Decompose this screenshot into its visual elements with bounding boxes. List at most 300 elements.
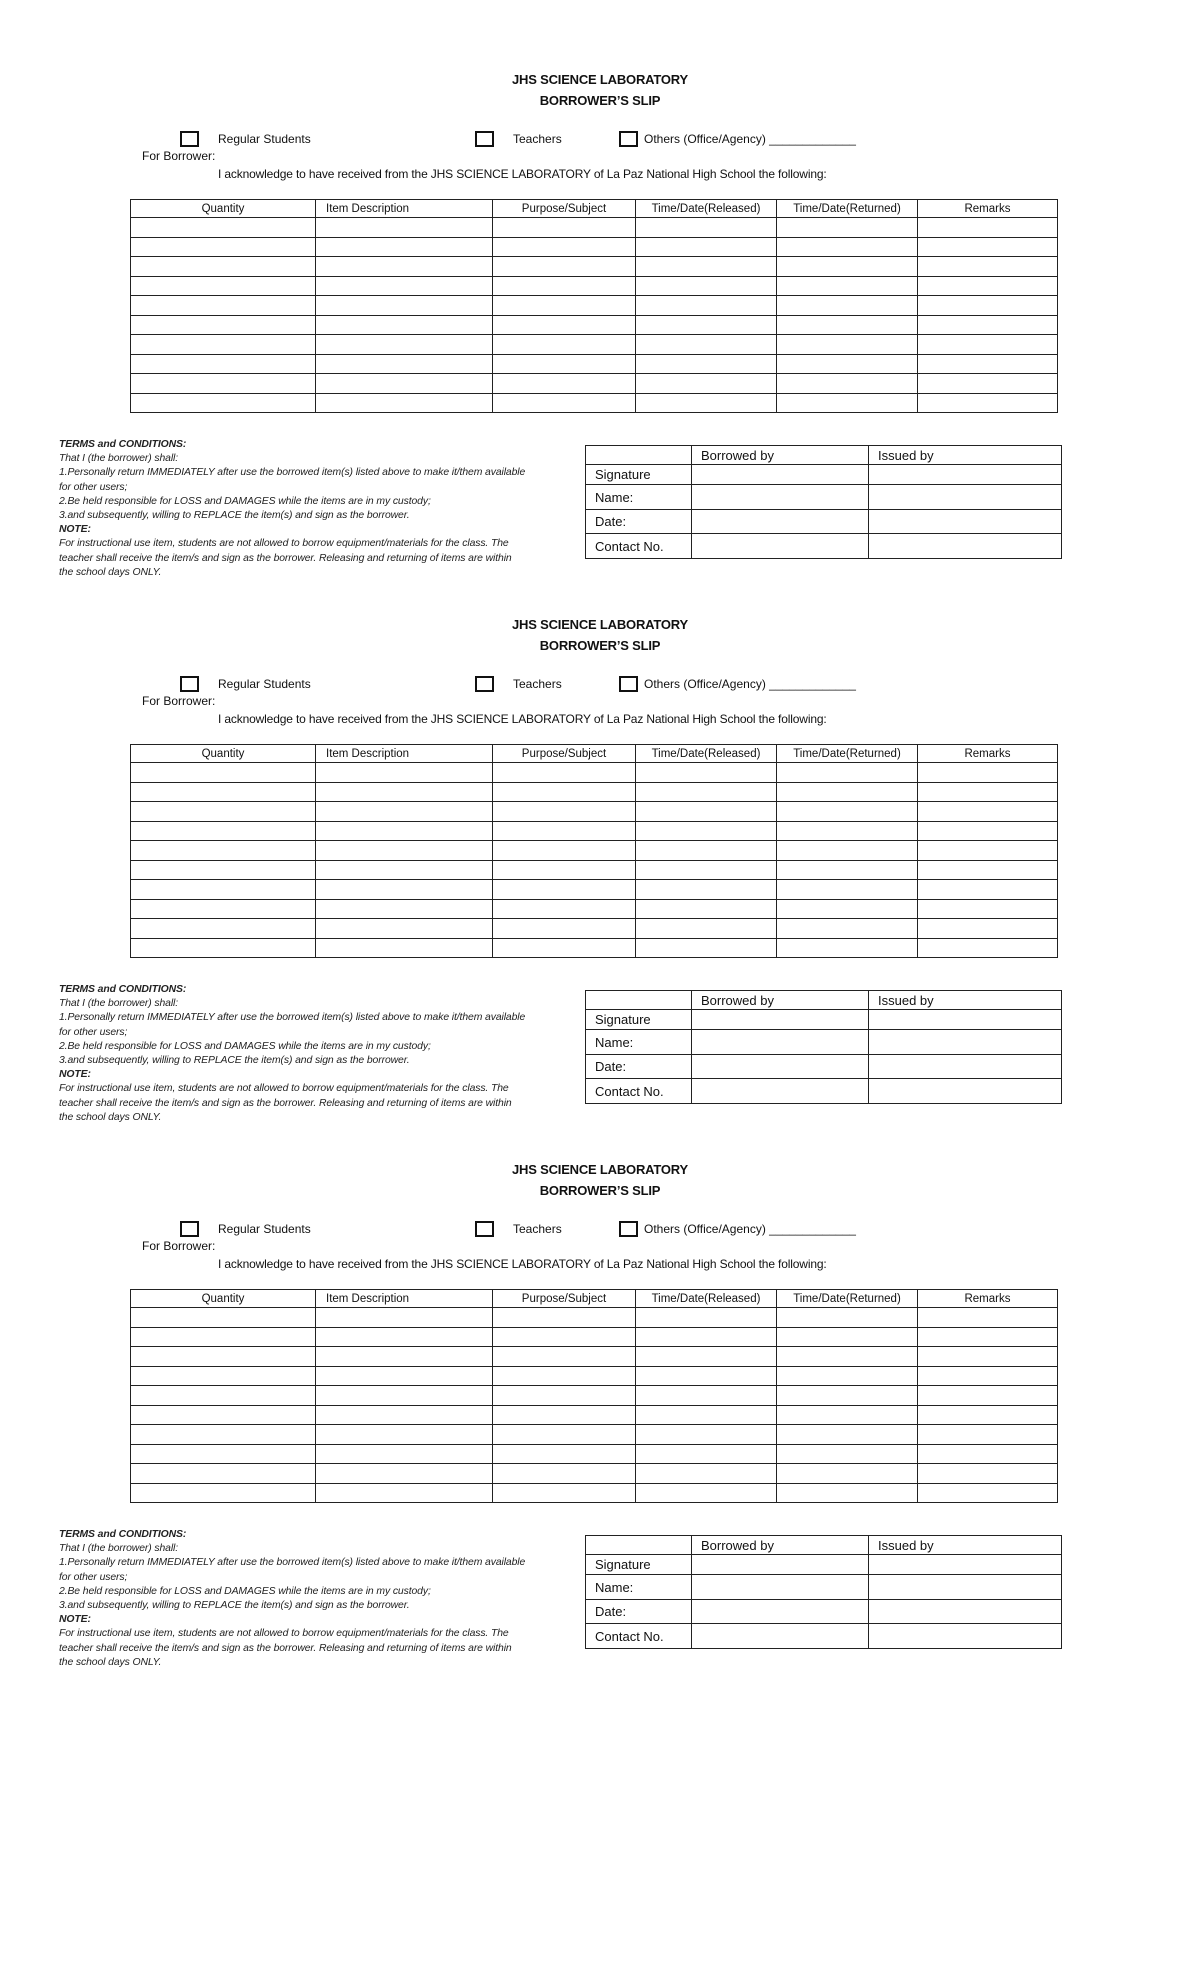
column-header-time-date-returned: Time/Date(Returned): [777, 200, 918, 218]
table-cell[interactable]: [316, 1464, 493, 1484]
table-cell[interactable]: [493, 354, 636, 374]
table-cell[interactable]: [131, 374, 316, 394]
table-cell[interactable]: [918, 374, 1058, 394]
table-cell[interactable]: [316, 296, 493, 316]
table-cell[interactable]: [777, 899, 918, 919]
table-cell[interactable]: [636, 296, 777, 316]
regular-students-checkbox[interactable]: [180, 131, 199, 147]
issuer-name-field[interactable]: [869, 485, 1062, 510]
table-cell[interactable]: [777, 296, 918, 316]
table-cell[interactable]: [316, 1425, 493, 1445]
table-row: [131, 257, 1058, 277]
table-row: [131, 1425, 1058, 1445]
signature-row: [586, 1555, 1062, 1575]
column-header-item-description: Item Description: [316, 745, 493, 763]
others-checkbox[interactable]: [619, 131, 638, 147]
table-cell[interactable]: [777, 1308, 918, 1328]
table-cell[interactable]: [131, 393, 316, 413]
table-cell[interactable]: [777, 237, 918, 257]
table-row: [131, 1308, 1058, 1328]
table-cell[interactable]: [131, 782, 316, 802]
table-row: [131, 237, 1058, 257]
borrower-date-field[interactable]: [692, 1055, 869, 1079]
table-cell[interactable]: [918, 296, 1058, 316]
table-cell[interactable]: [131, 257, 316, 277]
column-header-item-description: Item Description: [316, 1290, 493, 1308]
terms-heading: TERMS and CONDITIONS:: [59, 984, 187, 995]
column-header-purpose-subject: Purpose/Subject: [493, 200, 636, 218]
table-row: [131, 919, 1058, 939]
table-cell[interactable]: [131, 1425, 316, 1445]
table-cell[interactable]: [493, 1483, 636, 1503]
table-cell[interactable]: [493, 1308, 636, 1328]
note-line-1: For instructional use item, students are not allowed to borrow equipment/materials for the class. The: [59, 538, 509, 550]
table-cell[interactable]: [636, 1327, 777, 1347]
table-cell[interactable]: [636, 1366, 777, 1386]
date-row: [586, 1600, 1062, 1624]
table-cell[interactable]: [777, 1464, 918, 1484]
table-cell[interactable]: [316, 1327, 493, 1347]
table-cell[interactable]: [316, 880, 493, 900]
table-cell[interactable]: [636, 938, 777, 958]
terms-item-3: 3.and subsequently, willing to REPLACE the item(s) and sign as the borrower.: [59, 510, 410, 522]
note-line-3: the school days ONLY.: [59, 1656, 162, 1668]
table-cell[interactable]: [636, 1405, 777, 1425]
date-row: [586, 510, 1062, 534]
table-cell[interactable]: [777, 763, 918, 783]
borrower-date-field[interactable]: [692, 1600, 869, 1624]
slip-title: JHS SCIENCE LABORATORY: [512, 72, 688, 87]
table-row: [131, 218, 1058, 238]
table-cell[interactable]: [493, 276, 636, 296]
teachers-label: Teachers: [513, 132, 562, 146]
table-cell[interactable]: [131, 1405, 316, 1425]
table-cell[interactable]: [131, 1327, 316, 1347]
table-cell[interactable]: [918, 841, 1058, 861]
table-cell[interactable]: [316, 315, 493, 335]
regular-students-label: Regular Students: [218, 132, 311, 146]
regular-students-label: Regular Students: [218, 677, 311, 691]
table-cell[interactable]: [316, 1483, 493, 1503]
table-cell[interactable]: [777, 1386, 918, 1406]
table-cell[interactable]: [131, 315, 316, 335]
note-heading: NOTE:: [59, 524, 91, 536]
for-borrower-label: For Borrower:: [142, 1239, 216, 1253]
table-cell[interactable]: [636, 354, 777, 374]
table-cell[interactable]: [636, 1347, 777, 1367]
table-cell[interactable]: [636, 335, 777, 355]
table-cell[interactable]: [636, 1308, 777, 1328]
table-cell[interactable]: [777, 1483, 918, 1503]
date-label: Date:: [586, 1600, 692, 1624]
signature-header-blank: [586, 446, 692, 465]
slip-subtitle: BORROWER’S SLIP: [539, 638, 661, 653]
table-cell[interactable]: [777, 841, 918, 861]
table-cell[interactable]: [777, 393, 918, 413]
table-cell[interactable]: [316, 763, 493, 783]
signature-table-header: [586, 1536, 1062, 1555]
table-cell[interactable]: [131, 899, 316, 919]
table-cell[interactable]: [316, 276, 493, 296]
table-cell[interactable]: [493, 899, 636, 919]
table-cell[interactable]: [493, 296, 636, 316]
table-cell[interactable]: [777, 782, 918, 802]
column-header-time-date-returned: Time/Date(Returned): [777, 1290, 918, 1308]
table-cell[interactable]: [918, 880, 1058, 900]
others-checkbox[interactable]: [619, 676, 638, 692]
table-cell[interactable]: [918, 919, 1058, 939]
table-cell[interactable]: [316, 218, 493, 238]
table-cell[interactable]: [636, 1483, 777, 1503]
table-cell[interactable]: [636, 919, 777, 939]
table-cell[interactable]: [493, 919, 636, 939]
table-cell[interactable]: [316, 257, 493, 277]
terms-item-1: 1.Personally return IMMEDIATELY after use the borrowed item(s) listed above to make it/them available: [59, 467, 526, 479]
table-cell[interactable]: [636, 237, 777, 257]
table-cell[interactable]: [131, 1308, 316, 1328]
table-cell[interactable]: [918, 354, 1058, 374]
borrower-slip: [0, 0, 1200, 578]
table-cell[interactable]: [918, 1483, 1058, 1503]
name-label: Name:: [586, 1575, 692, 1600]
table-cell[interactable]: [131, 1347, 316, 1367]
slip-subtitle: BORROWER’S SLIP: [539, 1183, 661, 1198]
table-cell[interactable]: [918, 218, 1058, 238]
table-cell[interactable]: [316, 1405, 493, 1425]
table-cell[interactable]: [131, 1464, 316, 1484]
table-cell[interactable]: [493, 1327, 636, 1347]
table-cell[interactable]: [918, 335, 1058, 355]
table-cell[interactable]: [777, 315, 918, 335]
table-cell[interactable]: [493, 782, 636, 802]
terms-item-2: 2.Be held responsible for LOSS and DAMAGES while the items are in my custody;: [59, 495, 431, 507]
acknowledgement-text: I acknowledge to have received from the JHS SCIENCE LABORATORY of La Paz National High School the following:: [218, 712, 827, 726]
table-cell[interactable]: [131, 276, 316, 296]
table-cell[interactable]: [918, 802, 1058, 822]
issuer-date-field[interactable]: [869, 1055, 1062, 1079]
items-table-header: [131, 745, 1058, 763]
table-cell[interactable]: [131, 218, 316, 238]
issuer-signature-field[interactable]: [869, 1010, 1062, 1030]
table-cell[interactable]: [918, 1405, 1058, 1425]
table-cell[interactable]: [636, 802, 777, 822]
table-cell[interactable]: [131, 1386, 316, 1406]
terms-item-2: 2.Be held responsible for LOSS and DAMAGES while the items are in my custody;: [59, 1040, 431, 1052]
table-cell[interactable]: [316, 821, 493, 841]
table-cell[interactable]: [316, 1308, 493, 1328]
table-row: [131, 782, 1058, 802]
borrower-name-field[interactable]: [692, 1575, 869, 1600]
borrower-name-field[interactable]: [692, 485, 869, 510]
table-cell[interactable]: [777, 802, 918, 822]
table-cell[interactable]: [777, 860, 918, 880]
table-cell[interactable]: [636, 315, 777, 335]
table-cell[interactable]: [493, 880, 636, 900]
table-cell[interactable]: [918, 393, 1058, 413]
column-header-time-date-released: Time/Date(Released): [636, 1290, 777, 1308]
signature-table-header: [586, 991, 1062, 1010]
table-cell[interactable]: [316, 1366, 493, 1386]
table-cell[interactable]: [131, 919, 316, 939]
for-borrower-label: For Borrower:: [142, 149, 216, 163]
table-cell[interactable]: [131, 763, 316, 783]
teachers-checkbox[interactable]: [475, 1221, 494, 1237]
table-cell[interactable]: [493, 257, 636, 277]
table-cell[interactable]: [493, 860, 636, 880]
table-cell[interactable]: [316, 354, 493, 374]
teachers-checkbox[interactable]: [475, 131, 494, 147]
terms-heading: TERMS and CONDITIONS:: [59, 1529, 187, 1540]
terms-item-1: 1.Personally return IMMEDIATELY after use the borrowed item(s) listed above to make it/them available: [59, 1012, 526, 1024]
column-header-purpose-subject: Purpose/Subject: [493, 745, 636, 763]
table-row: [131, 354, 1058, 374]
table-cell[interactable]: [777, 276, 918, 296]
table-cell[interactable]: [131, 938, 316, 958]
terms-intro: That I (the borrower) shall:: [59, 998, 179, 1010]
table-cell[interactable]: [316, 841, 493, 861]
table-cell[interactable]: [918, 1327, 1058, 1347]
contact-no-label: Contact No.: [586, 1079, 692, 1104]
table-row: [131, 296, 1058, 316]
table-cell[interactable]: [316, 938, 493, 958]
table-cell[interactable]: [918, 315, 1058, 335]
others-checkbox[interactable]: [619, 1221, 638, 1237]
table-cell[interactable]: [918, 1425, 1058, 1445]
table-row: [131, 899, 1058, 919]
borrowed-by-header: Borrowed by: [692, 991, 869, 1010]
table-cell[interactable]: [777, 335, 918, 355]
table-cell[interactable]: [493, 1347, 636, 1367]
note-line-2: teacher shall receive the item/s and sign as the borrower. Releasing and returning of items are within: [59, 552, 512, 564]
table-cell[interactable]: [918, 276, 1058, 296]
table-cell[interactable]: [777, 374, 918, 394]
table-cell[interactable]: [493, 315, 636, 335]
column-header-quantity: Quantity: [131, 1290, 316, 1308]
table-cell[interactable]: [316, 1347, 493, 1367]
column-header-time-date-released: Time/Date(Released): [636, 200, 777, 218]
table-cell[interactable]: [493, 393, 636, 413]
issuer-name-field[interactable]: [869, 1575, 1062, 1600]
table-cell[interactable]: [636, 880, 777, 900]
issuer-name-field[interactable]: [869, 1030, 1062, 1055]
borrower-date-field[interactable]: [692, 510, 869, 534]
teachers-checkbox[interactable]: [475, 676, 494, 692]
signature-label: Signature: [586, 1010, 692, 1030]
table-cell[interactable]: [493, 218, 636, 238]
table-cell[interactable]: [636, 763, 777, 783]
table-cell[interactable]: [777, 354, 918, 374]
table-cell[interactable]: [316, 335, 493, 355]
table-cell[interactable]: [777, 821, 918, 841]
table-cell[interactable]: [918, 860, 1058, 880]
name-row: [586, 1030, 1062, 1055]
terms-and-conditions: [59, 1528, 619, 1670]
issuer-date-field[interactable]: [869, 1600, 1062, 1624]
table-cell[interactable]: [636, 393, 777, 413]
table-cell[interactable]: [493, 374, 636, 394]
table-cell[interactable]: [131, 1444, 316, 1464]
table-cell[interactable]: [636, 276, 777, 296]
column-header-purpose-subject: Purpose/Subject: [493, 1290, 636, 1308]
table-cell[interactable]: [636, 841, 777, 861]
column-header-quantity: Quantity: [131, 745, 316, 763]
table-cell[interactable]: [777, 257, 918, 277]
table-cell[interactable]: [636, 1386, 777, 1406]
borrower-signature-field[interactable]: [692, 1555, 869, 1575]
table-cell[interactable]: [636, 257, 777, 277]
table-cell[interactable]: [636, 860, 777, 880]
table-cell[interactable]: [636, 782, 777, 802]
note-line-2: teacher shall receive the item/s and sign as the borrower. Releasing and returning of items are within: [59, 1642, 512, 1654]
table-cell[interactable]: [493, 763, 636, 783]
table-cell[interactable]: [493, 1444, 636, 1464]
column-header-item-description: Item Description: [316, 200, 493, 218]
table-cell[interactable]: [316, 237, 493, 257]
table-cell[interactable]: [131, 237, 316, 257]
table-cell[interactable]: [493, 237, 636, 257]
date-row: [586, 1055, 1062, 1079]
table-cell[interactable]: [131, 335, 316, 355]
table-cell[interactable]: [131, 860, 316, 880]
table-row: [131, 315, 1058, 335]
table-row: [131, 841, 1058, 861]
column-header-remarks: Remarks: [918, 200, 1058, 218]
table-cell[interactable]: [777, 1366, 918, 1386]
signature-table: [585, 445, 1062, 559]
table-row: [131, 1405, 1058, 1425]
name-label: Name:: [586, 485, 692, 510]
table-cell[interactable]: [918, 1347, 1058, 1367]
table-cell[interactable]: [316, 1444, 493, 1464]
table-cell[interactable]: [918, 938, 1058, 958]
table-cell[interactable]: [493, 1464, 636, 1484]
table-cell[interactable]: [777, 1347, 918, 1367]
others-label: Others (Office/Agency) _____________: [644, 132, 856, 146]
borrower-signature-field[interactable]: [692, 465, 869, 485]
table-cell[interactable]: [493, 841, 636, 861]
table-cell[interactable]: [777, 218, 918, 238]
table-cell[interactable]: [636, 899, 777, 919]
others-label: Others (Office/Agency) _____________: [644, 677, 856, 691]
table-cell[interactable]: [918, 1444, 1058, 1464]
table-cell[interactable]: [636, 821, 777, 841]
terms-intro: That I (the borrower) shall:: [59, 1543, 179, 1555]
terms-item-3: 3.and subsequently, willing to REPLACE the item(s) and sign as the borrower.: [59, 1055, 410, 1067]
table-cell[interactable]: [316, 860, 493, 880]
table-cell[interactable]: [493, 938, 636, 958]
for-borrower-label: For Borrower:: [142, 694, 216, 708]
table-cell[interactable]: [777, 1425, 918, 1445]
table-cell[interactable]: [777, 880, 918, 900]
others-label: Others (Office/Agency) _____________: [644, 1222, 856, 1236]
table-row: [131, 1327, 1058, 1347]
table-cell[interactable]: [316, 919, 493, 939]
table-cell[interactable]: [131, 802, 316, 822]
table-cell[interactable]: [131, 1483, 316, 1503]
table-cell[interactable]: [918, 237, 1058, 257]
table-cell[interactable]: [493, 1405, 636, 1425]
table-cell[interactable]: [777, 1444, 918, 1464]
issuer-signature-field[interactable]: [869, 1555, 1062, 1575]
table-cell[interactable]: [918, 257, 1058, 277]
acknowledgement-text: I acknowledge to have received from the JHS SCIENCE LABORATORY of La Paz National High School the following:: [218, 1257, 827, 1271]
table-cell[interactable]: [777, 938, 918, 958]
table-cell[interactable]: [493, 1425, 636, 1445]
table-cell[interactable]: [131, 841, 316, 861]
items-table: [130, 1289, 1058, 1503]
table-cell[interactable]: [636, 1425, 777, 1445]
table-cell[interactable]: [493, 335, 636, 355]
table-cell[interactable]: [918, 899, 1058, 919]
issued-by-header: Issued by: [869, 446, 1062, 465]
table-cell[interactable]: [918, 1308, 1058, 1328]
borrower-slip: [0, 545, 1200, 1123]
table-cell[interactable]: [636, 218, 777, 238]
borrower-contact-field[interactable]: [692, 1624, 869, 1649]
table-cell[interactable]: [316, 374, 493, 394]
table-cell[interactable]: [918, 763, 1058, 783]
table-cell[interactable]: [636, 1464, 777, 1484]
table-cell[interactable]: [493, 802, 636, 822]
table-cell[interactable]: [493, 1386, 636, 1406]
table-cell[interactable]: [316, 899, 493, 919]
table-cell[interactable]: [316, 782, 493, 802]
table-cell[interactable]: [918, 1464, 1058, 1484]
terms-item-1-cont: for other users;: [59, 481, 128, 493]
table-cell[interactable]: [493, 1366, 636, 1386]
table-row: [131, 763, 1058, 783]
signature-header-blank: [586, 991, 692, 1010]
date-label: Date:: [586, 510, 692, 534]
regular-students-checkbox[interactable]: [180, 676, 199, 692]
table-cell[interactable]: [316, 1386, 493, 1406]
terms-item-1-cont: for other users;: [59, 1571, 128, 1583]
table-cell[interactable]: [636, 374, 777, 394]
table-cell[interactable]: [493, 821, 636, 841]
table-cell[interactable]: [131, 354, 316, 374]
borrower-name-field[interactable]: [692, 1030, 869, 1055]
signature-table-header: [586, 446, 1062, 465]
table-cell[interactable]: [777, 919, 918, 939]
table-cell[interactable]: [918, 1366, 1058, 1386]
table-row: [131, 335, 1058, 355]
table-row: [131, 1386, 1058, 1406]
table-cell[interactable]: [131, 296, 316, 316]
note-heading: NOTE:: [59, 1614, 91, 1626]
table-cell[interactable]: [918, 782, 1058, 802]
column-header-time-date-released: Time/Date(Released): [636, 745, 777, 763]
table-row: [131, 802, 1058, 822]
table-cell[interactable]: [636, 1444, 777, 1464]
issuer-contact-field[interactable]: [869, 1624, 1062, 1649]
regular-students-checkbox[interactable]: [180, 1221, 199, 1237]
table-cell[interactable]: [131, 821, 316, 841]
column-header-time-date-returned: Time/Date(Returned): [777, 745, 918, 763]
issuer-date-field[interactable]: [869, 510, 1062, 534]
table-cell[interactable]: [316, 802, 493, 822]
table-cell[interactable]: [777, 1405, 918, 1425]
table-cell[interactable]: [131, 1366, 316, 1386]
issuer-signature-field[interactable]: [869, 465, 1062, 485]
table-cell[interactable]: [918, 1386, 1058, 1406]
table-cell[interactable]: [918, 821, 1058, 841]
borrower-signature-field[interactable]: [692, 1010, 869, 1030]
contact-row: [586, 1624, 1062, 1649]
table-cell[interactable]: [777, 1327, 918, 1347]
table-cell[interactable]: [131, 880, 316, 900]
table-row: [131, 276, 1058, 296]
table-cell[interactable]: [316, 393, 493, 413]
